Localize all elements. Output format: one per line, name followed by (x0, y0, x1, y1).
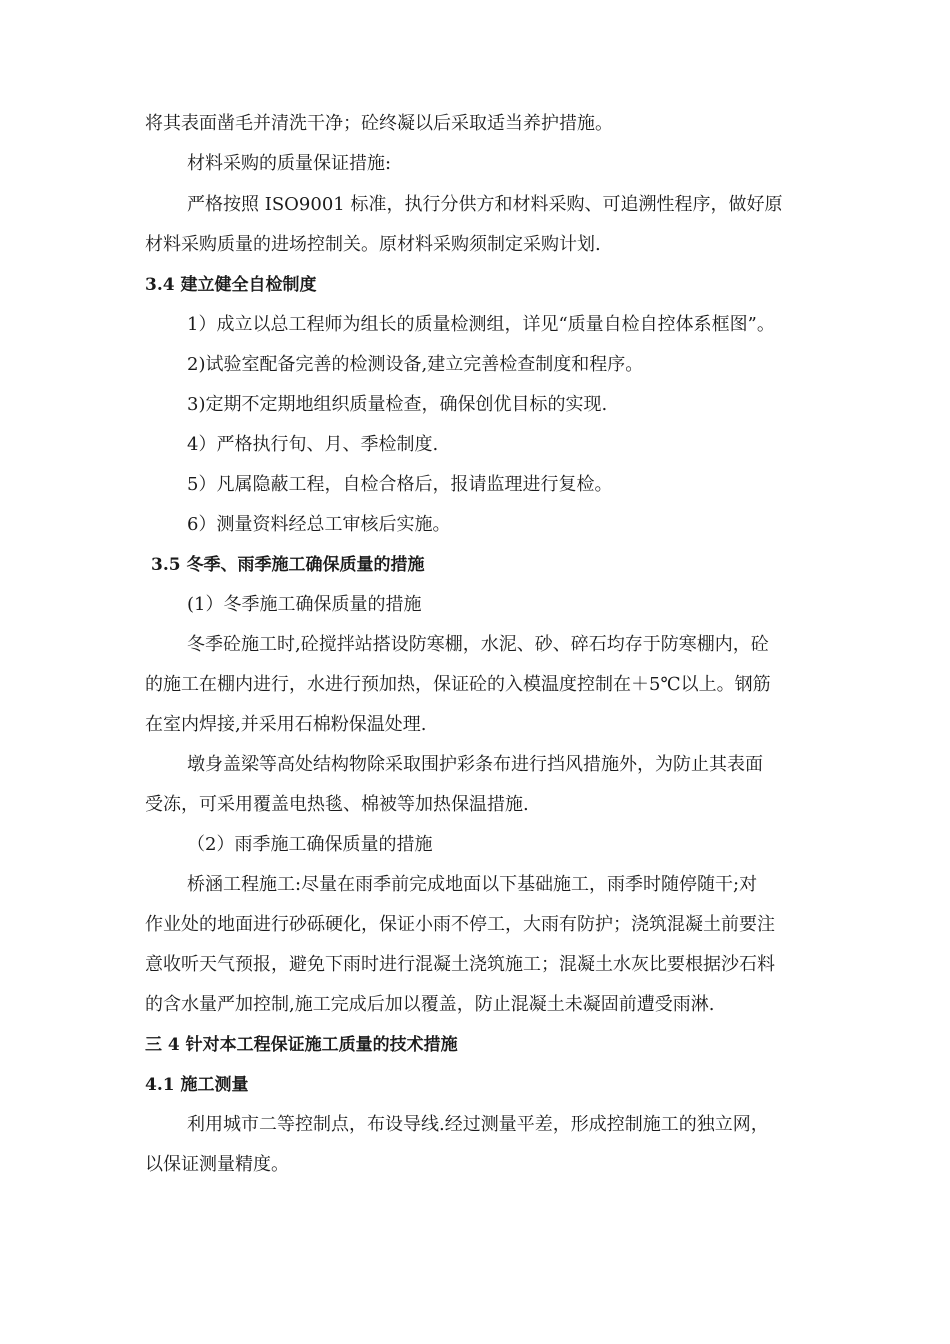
body-line: 利用城市二等控制点，布设导线.经过测量平差，形成控制施工的独立网， (187, 1114, 769, 1135)
body-line: 材料采购质量的进场控制关。原材料采购须制定采购计划. (145, 234, 601, 255)
list-item: 1）成立以总工程师为组长的质量检测组，详见“质量自检自控体系框图”。 (187, 314, 775, 335)
body-line: 材料采购的质量保证措施: (187, 153, 392, 174)
body-line: 意收听天气预报，避免下雨时进行混凝土浇筑施工；混凝土水灰比要根据沙石料 (145, 954, 775, 975)
body-line: 在室内焊接,并采用石棉粉保温处理. (145, 714, 427, 735)
body-line: 将其表面凿毛并清洗干净；砼终凝以后采取适当养护措施。 (145, 113, 613, 134)
list-item: 2)试验室配备完善的检测设备,建立完善检查制度和程序。 (187, 354, 644, 375)
section-heading-4-1: 4.1 施工测量 (145, 1075, 249, 1095)
body-line: 严格按照 ISO9001 标准，执行分供方和材料采购、可追溯性程序，做好原 (187, 194, 783, 215)
list-item: 5）凡属隐蔽工程，自检合格后，报请监理进行复检。 (187, 474, 613, 495)
section-heading-3-5: 3.5 冬季、雨季施工确保质量的措施 (151, 555, 425, 575)
body-line: 受冻，可采用覆盖电热毯、棉被等加热保温措施. (145, 794, 529, 815)
body-line: 的施工在棚内进行，水进行预加热，保证砼的入模温度控制在＋5℃以上。钢筋 (145, 674, 771, 695)
body-line: 的含水量严加控制,施工完成后加以覆盖，防止混凝土未凝固前遭受雨淋. (145, 994, 715, 1015)
body-line: 作业处的地面进行砂砾硬化，保证小雨不停工，大雨有防护；浇筑混凝土前要注 (145, 914, 775, 935)
section-heading-3-4: 3.4 建立健全自检制度 (145, 275, 317, 295)
body-line: 桥涵工程施工:尽量在雨季前完成地面以下基础施工，雨季时随停随干;对 (187, 874, 758, 895)
subsection-heading: （2）雨季施工确保质量的措施 (187, 834, 433, 855)
list-item: 6）测量资料经总工审核后实施。 (187, 514, 451, 535)
body-line: 以保证测量精度。 (145, 1154, 289, 1175)
chapter-heading: 三 4 针对本工程保证施工质量的技术措施 (145, 1035, 458, 1055)
list-item: 4）严格执行旬、月、季检制度. (187, 434, 439, 455)
subsection-heading: (1）冬季施工确保质量的措施 (187, 594, 422, 615)
body-line: 墩身盖梁等高处结构物除采取围护彩条布进行挡风措施外，为防止其表面 (187, 754, 763, 775)
body-line: 冬季砼施工时,砼搅拌站搭设防寒棚，水泥、砂、碎石均存于防寒棚内，砼 (187, 634, 769, 655)
list-item: 3)定期不定期地组织质量检查，确保创优目标的实现. (187, 394, 608, 415)
